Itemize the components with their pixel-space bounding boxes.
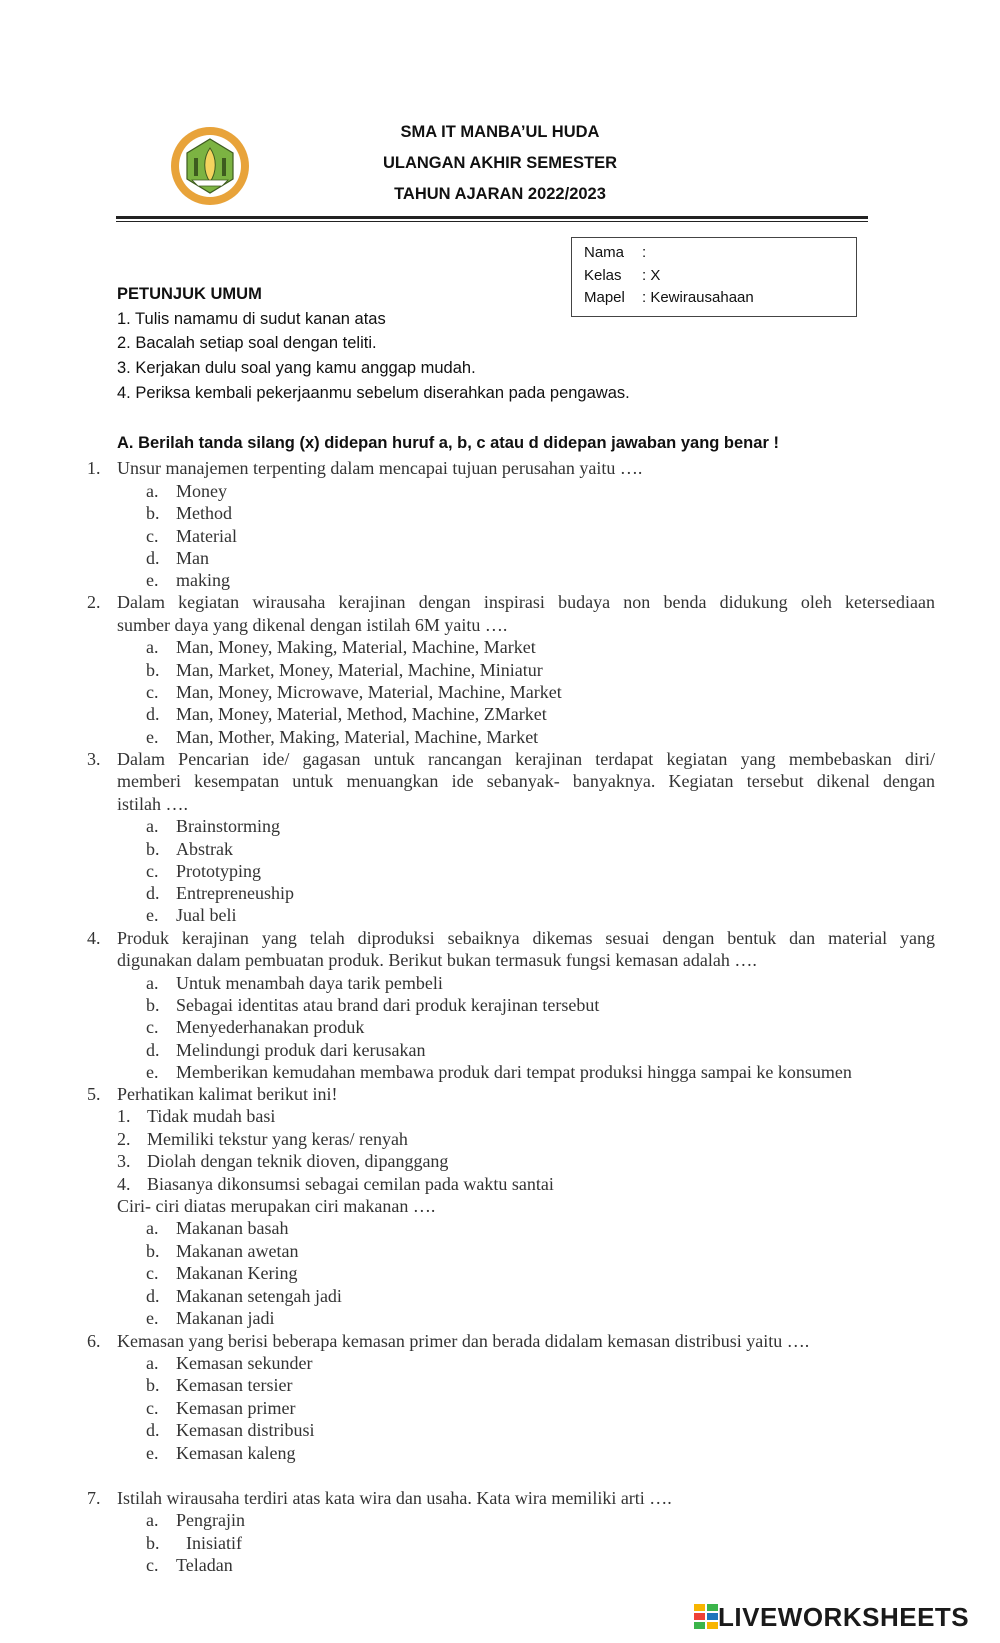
answer-option[interactable]: c. Material [146,526,237,546]
question-text: Dalam kegiatan wirausaha kerajinan dengan inspirasi budaya non benda didukung oleh ketersediaan [117,592,935,612]
watermark-text: LIVEWORKSHEETS [718,1601,970,1632]
answer-option[interactable]: d. Entrepreneuship [146,883,294,903]
question-number: 5. [87,1084,101,1104]
answer-option[interactable]: c. Makanan Kering [146,1263,298,1283]
answer-option[interactable]: b. Inisiatif [146,1533,242,1553]
question-text: memberi kesempatan untuk menuangkan ide sebanyak- banyaknya. Kegiatan tersebut dikenal dengan [117,771,935,791]
header-divider-thin [116,221,868,222]
answer-option[interactable]: d. Melindungi produk dari kerusakan [146,1040,426,1060]
question-text: Kemasan yang berisi beberapa kemasan primer dan berada didalam kemasan distribusi yaitu …. [117,1331,810,1351]
answer-option[interactable]: e. Kemasan kaleng [146,1443,296,1463]
school-logo [170,126,250,206]
answer-option[interactable]: d. Man [146,548,209,568]
question-text: Ciri- ciri diatas merupakan ciri makanan …. [117,1196,436,1216]
statement-item: 1. Tidak mudah basi [117,1106,276,1126]
instruction-item: 3. Kerjakan dulu soal yang kamu anggap mudah. [117,359,476,377]
statement-item: 3. Diolah dengan teknik dioven, dipanggang [117,1151,449,1171]
statement-item: 4. Biasanya dikonsumsi sebagai cemilan pada waktu santai [117,1174,554,1194]
answer-option[interactable]: a. Money [146,481,227,501]
section-a-instruction: A. Berilah tanda silang (x) didepan huruf a, b, c atau d didepan jawaban yang benar ! [117,434,779,452]
answer-option[interactable]: a. Kemasan sekunder [146,1353,313,1373]
question-number: 7. [87,1488,101,1508]
question-text: Perhatikan kalimat berikut ini! [117,1084,338,1104]
question-text: istilah …. [117,794,188,814]
answer-option[interactable]: c. Man, Money, Microwave, Material, Machine, Market [146,682,562,702]
answer-option[interactable]: e. making [146,570,230,590]
question-text: digunakan dalam pembuatan produk. Berikut bukan termasuk fungsi kemasan adalah …. [117,950,757,970]
liveworksheets-logo-icon [694,1604,718,1630]
answer-option[interactable]: a. Pengrajin [146,1510,245,1530]
answer-option[interactable]: c. Menyederhanakan produk [146,1017,365,1037]
school-name: SMA IT MANBA’UL HUDA [400,123,600,141]
answer-option[interactable]: b. Man, Market, Money, Material, Machine, Miniatur [146,660,543,680]
question-text: Unsur manajemen terpenting dalam mencapai tujuan perusahan yaitu …. [117,458,643,478]
school-seal-icon [170,126,250,206]
answer-option[interactable]: a. Untuk menambah daya tarik pembeli [146,973,443,993]
answer-option[interactable]: e. Memberikan kemudahan membawa produk dari tempat produksi hingga sampai ke konsumen [146,1062,852,1082]
answer-option[interactable]: e. Jual beli [146,905,237,925]
question-number: 2. [87,592,101,612]
answer-option[interactable]: d. Kemasan distribusi [146,1420,315,1440]
liveworksheets-watermark[interactable] [694,1602,969,1632]
info-mapel: Mapel : Kewirausahaan [584,289,754,306]
answer-option[interactable]: e. Makanan jadi [146,1308,275,1328]
answer-option[interactable]: b. Kemasan tersier [146,1375,293,1395]
academic-year: TAHUN AJARAN 2022/2023 [394,185,606,203]
exam-title: ULANGAN AKHIR SEMESTER [382,154,618,172]
answer-option[interactable]: e. Man, Mother, Making, Material, Machine, Market [146,727,539,747]
question-text: Istilah wirausaha terdiri atas kata wira dan usaha. Kata wira memiliki arti …. [117,1488,672,1508]
question-number: 3. [87,749,101,769]
instruction-item: 4. Periksa kembali pekerjaanmu sebelum diserahkan pada pengawas. [117,384,630,402]
answer-option[interactable]: d. Man, Money, Material, Method, Machine, ZMarket [146,704,547,724]
answer-option[interactable]: d. Makanan setengah jadi [146,1286,342,1306]
header-divider [116,216,868,219]
info-nama: Nama : [584,244,647,261]
answer-option[interactable]: b. Method [146,503,232,523]
answer-option[interactable]: c. Teladan [146,1555,233,1575]
question-text: Dalam Pencarian ide/ gagasan untuk rancangan kerajinan terdapat kegiatan yang membebaskan diri/ [117,749,935,769]
answer-option[interactable]: b. Abstrak [146,839,233,859]
question-number: 6. [87,1331,101,1351]
statement-item: 2. Memiliki tekstur yang keras/ renyah [117,1129,408,1149]
instruction-item: 1. Tulis namamu di sudut kanan atas [117,310,386,328]
answer-option[interactable]: b. Sebagai identitas atau brand dari produk kerajinan tersebut [146,995,600,1015]
answer-option[interactable]: b. Makanan awetan [146,1241,299,1261]
question-text: sumber daya yang dikenal dengan istilah 6M yaitu …. [117,615,508,635]
question-number: 1. [87,458,101,478]
answer-option[interactable]: c. Kemasan primer [146,1398,296,1418]
question-text: Produk kerajinan yang telah diproduksi sebaiknya dikemas sesuai dengan bentuk dan material yang [117,928,935,948]
instruction-item: 2. Bacalah setiap soal dengan teliti. [117,334,377,352]
student-info-box [571,237,857,317]
instructions-title: PETUNJUK UMUM [117,285,262,303]
exam-header [300,117,700,210]
question-number: 4. [87,928,101,948]
info-kelas: Kelas : X [584,267,661,284]
answer-option[interactable]: a. Makanan basah [146,1218,289,1238]
answer-option[interactable]: a. Man, Money, Making, Material, Machine, Market [146,637,536,657]
answer-option[interactable]: a. Brainstorming [146,816,280,836]
answer-option[interactable]: c. Prototyping [146,861,262,881]
